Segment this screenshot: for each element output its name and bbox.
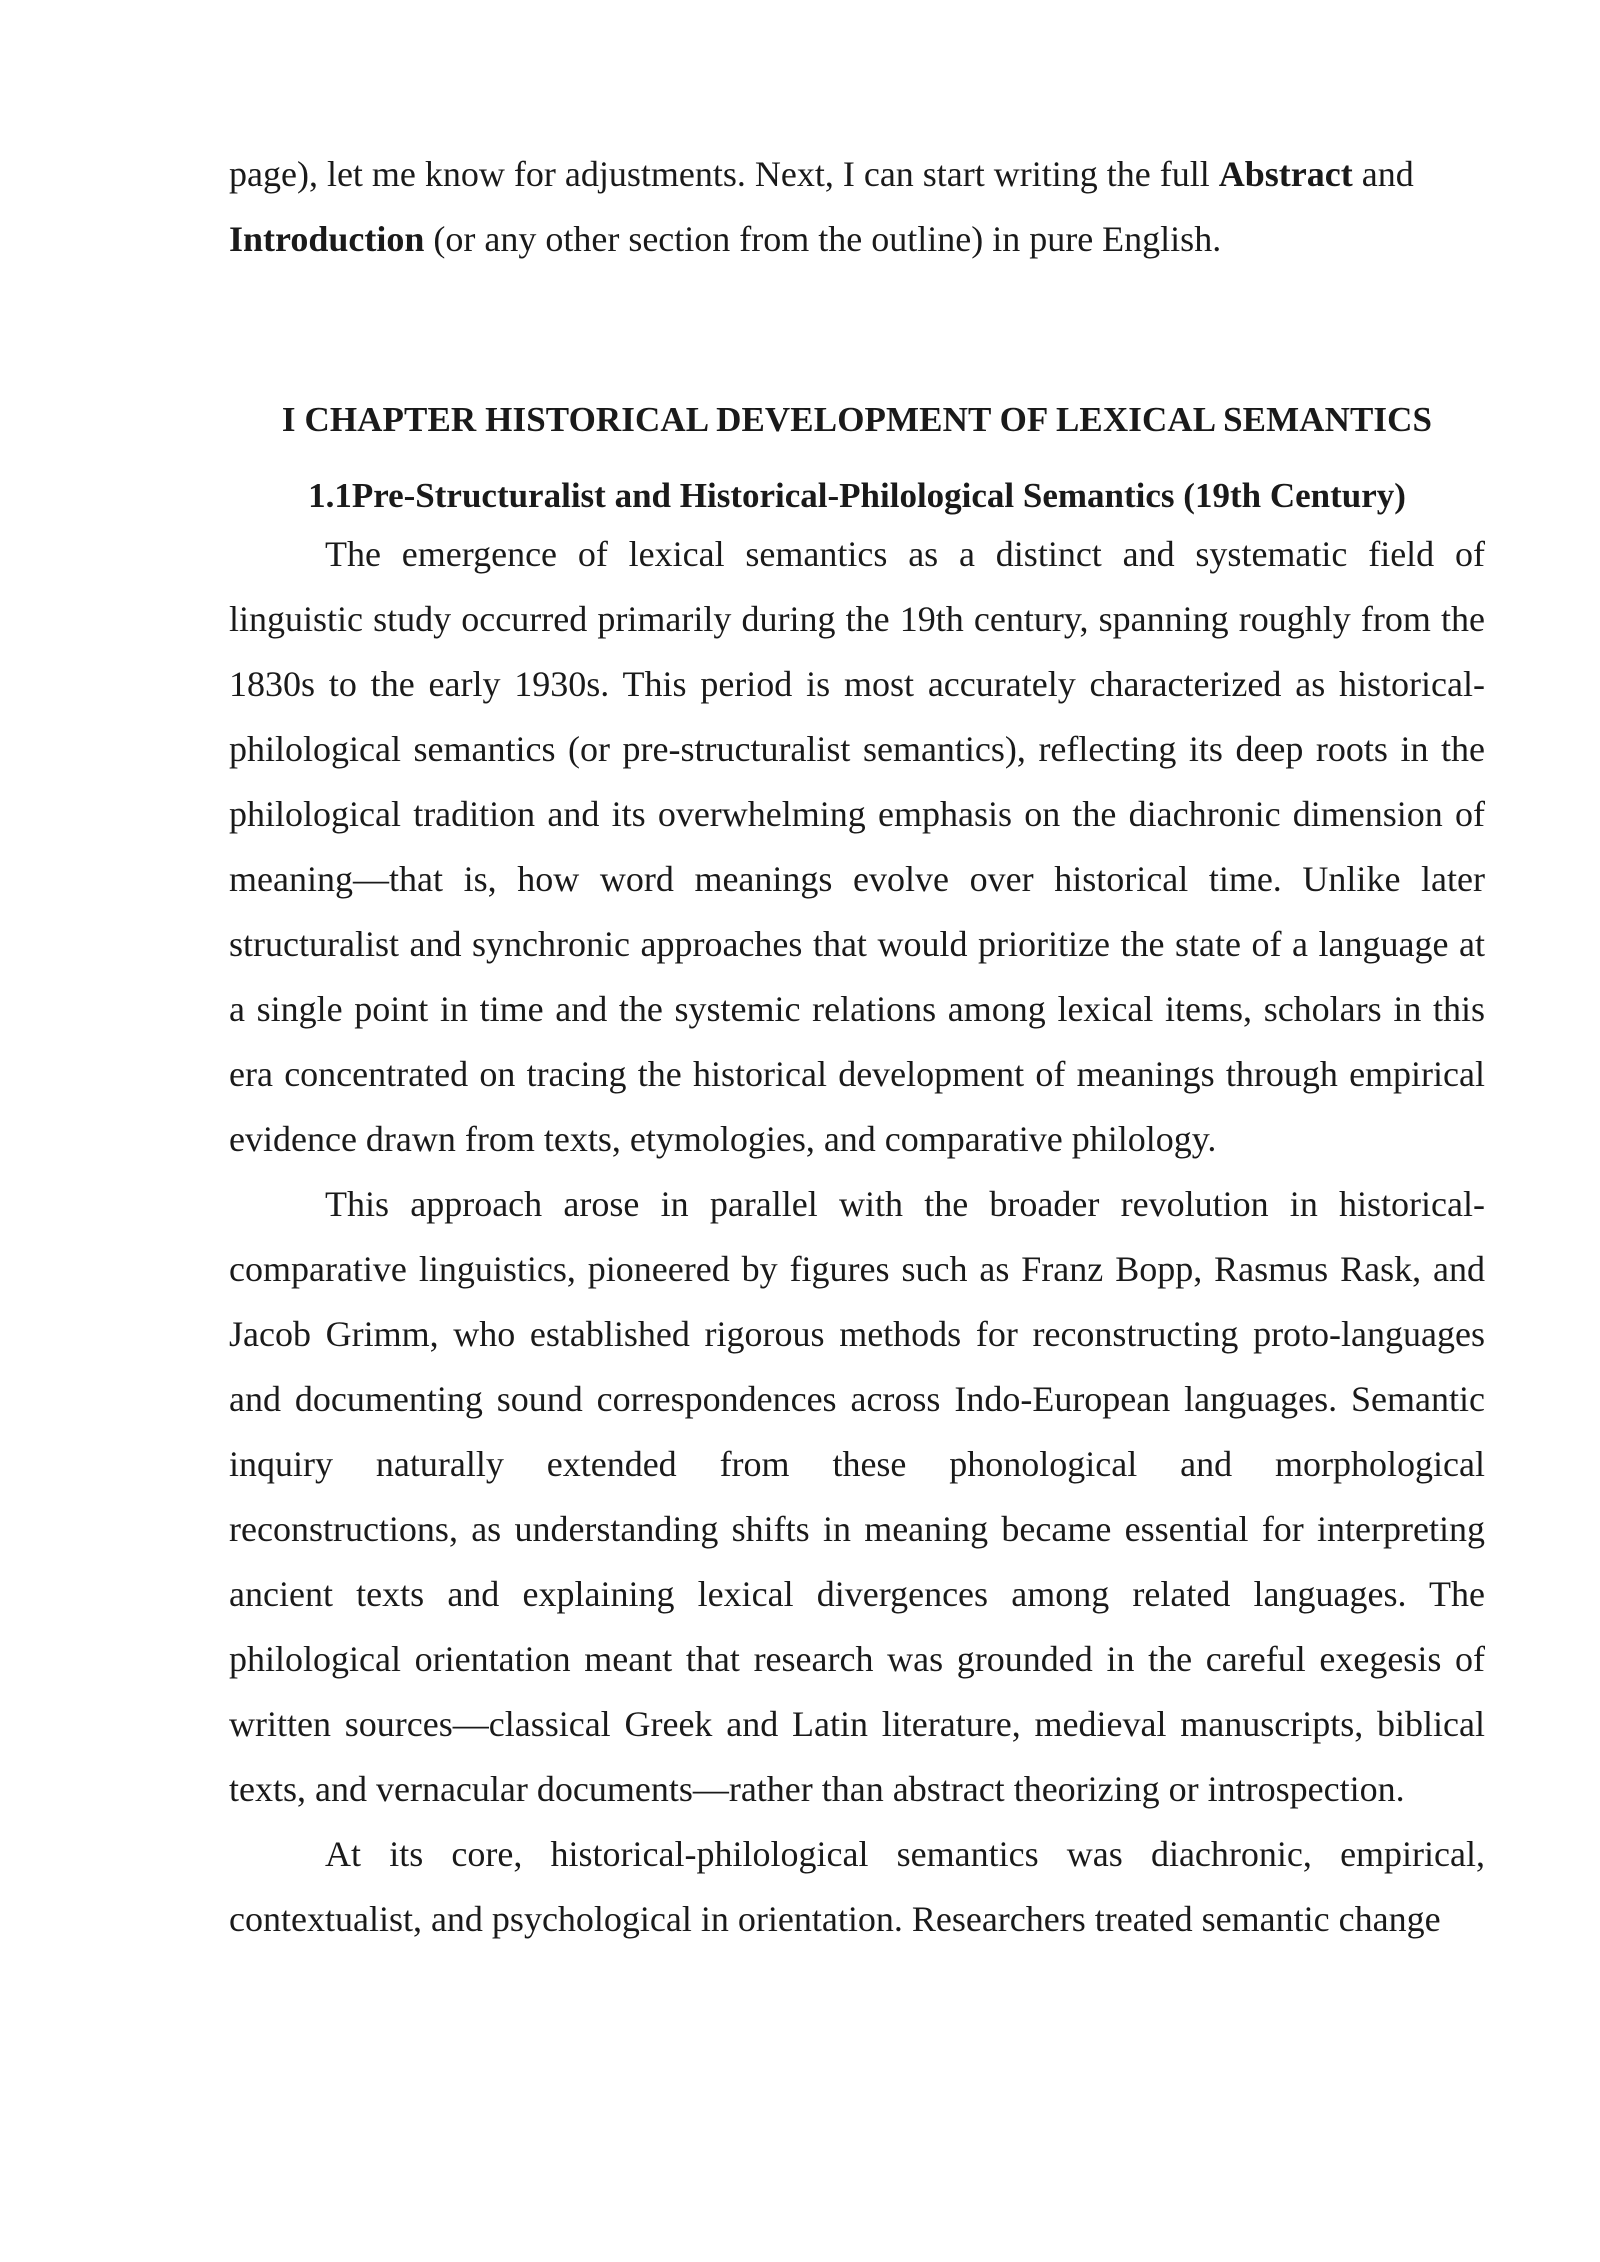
intro-text-1: page), let me know for adjustments. Next, I can start writing the full (229, 154, 1219, 194)
chapter-title: I CHAPTER HISTORICAL DEVELOPMENT OF LEXICAL SEMANTICS (281, 400, 1433, 439)
document-page (229, 142, 1485, 1952)
introduction-bold-term: Introduction (229, 219, 425, 259)
section-title: 1.1Pre-Structuralist and Historical-Philological Semantics (19th Century) (308, 476, 1406, 515)
intro-text-2: and (1352, 154, 1414, 194)
body-paragraph-1: The emergence of lexical semantics as a distinct and systematic field of linguistic study occurred primarily during the 19th century, spanning roughly from the 1830s to the early 1930s. This period is most accurately characterized as historical-philological semantics (or pre-structuralist semantics), reflecting its deep roots in the philological tradition and its overwhelming emphasis on the diachronic dimension of meaning—that is, how word meanings evolve over historical time. Unlike later structuralist and synchronic approaches that would prioritize the state of a language at a single point in time and the systemic relations among lexical items, scholars in this era concentrated on tracing the historical development of meanings through empirical evidence drawn from texts, etymologies, and comparative philology. (229, 534, 1485, 1159)
abstract-bold-term: Abstract (1218, 154, 1353, 194)
body-paragraph-2: This approach arose in parallel with the broader revolution in historical-comparative linguistics, pioneered by figures such as Franz Bopp, Rasmus Rask, and Jacob Grimm, who established rigorous methods for reconstructing proto-languages and documenting sound correspondences across Indo-European languages. Semantic inquiry naturally extended from these phonological and morphological reconstructions, as understanding shifts in meaning became essential for interpreting ancient texts and explaining lexical divergences among related languages. The philological orientation meant that research was grounded in the careful exegesis of written sources—classical Greek and Latin literature, medieval manuscripts, biblical texts, and vernacular documents—rather than abstract theorizing or introspection. (229, 1184, 1485, 1809)
intro-paragraph (229, 142, 1485, 272)
intro-text-3: (or any other section from the outline) in pure English. (424, 219, 1222, 259)
body-paragraph-3: At its core, historical-philological semantics was diachronic, empirical, contextualist, and psychological in orientation. Researchers treated semantic change (229, 1834, 1485, 1939)
